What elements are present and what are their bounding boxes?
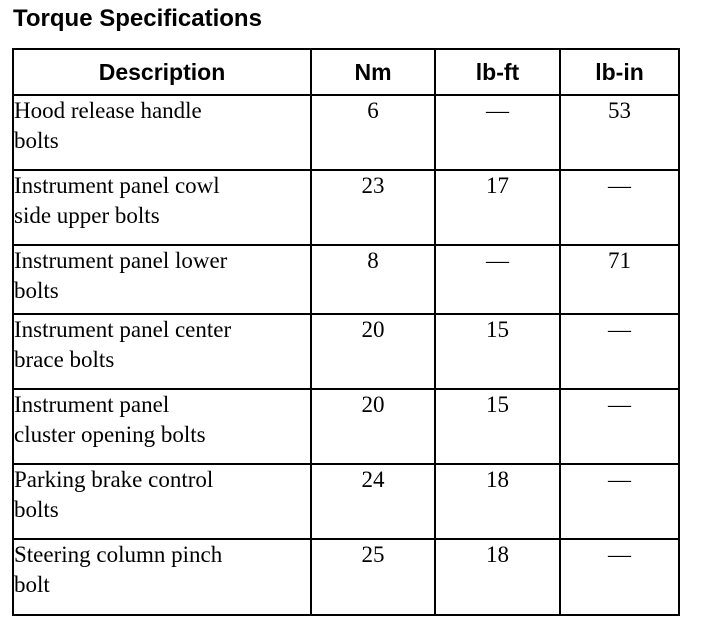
description-cell [13, 389, 311, 464]
column-header-lb-in: lb-in [560, 49, 679, 95]
description-line: Instrument panel [14, 392, 170, 417]
table-row [13, 539, 679, 615]
column-header-description: Description [13, 49, 311, 95]
nm-cell: 20 [311, 389, 435, 464]
description-line: bolt [14, 572, 50, 597]
lb-ft-cell: 15 [435, 389, 560, 464]
description-line: Parking brake control [14, 467, 214, 492]
description-cell [13, 170, 311, 245]
lb-ft-cell: — [435, 95, 560, 170]
description-line: bolts [14, 278, 59, 303]
nm-cell: 6 [311, 95, 435, 170]
description-cell [13, 539, 311, 615]
lb-in-cell: — [560, 314, 679, 389]
description-cell [13, 464, 311, 539]
description-line: Instrument panel center [14, 317, 232, 342]
description-line: Instrument panel cowl [14, 173, 220, 198]
lb-in-cell: — [560, 464, 679, 539]
lb-in-cell: — [560, 170, 679, 245]
lb-in-cell: 71 [560, 245, 679, 314]
table-row [13, 245, 679, 314]
description-line: Hood release handle [14, 98, 202, 123]
description-cell [13, 314, 311, 389]
description-line: bolts [14, 497, 59, 522]
table-row [13, 389, 679, 464]
table-row [13, 464, 679, 539]
description-line: Instrument panel lower [14, 248, 228, 273]
lb-in-cell: — [560, 389, 679, 464]
description-line: bolts [14, 128, 59, 153]
nm-cell: 8 [311, 245, 435, 314]
column-header-lb-ft: lb-ft [435, 49, 560, 95]
nm-cell: 25 [311, 539, 435, 615]
lb-in-cell: — [560, 539, 679, 615]
lb-in-cell: 53 [560, 95, 679, 170]
lb-ft-cell: — [435, 245, 560, 314]
table-row [13, 95, 679, 170]
nm-cell: 24 [311, 464, 435, 539]
table-header-row [13, 49, 679, 95]
description-cell [13, 245, 311, 314]
nm-cell: 20 [311, 314, 435, 389]
nm-cell: 23 [311, 170, 435, 245]
description-line: cluster opening bolts [14, 422, 206, 447]
column-header-nm: Nm [311, 49, 435, 95]
table-row [13, 170, 679, 245]
description-line: Steering column pinch [14, 542, 223, 567]
page-title: Torque Specifications [13, 5, 262, 32]
lb-ft-cell: 17 [435, 170, 560, 245]
torque-specifications-table [12, 48, 680, 616]
description-line: side upper bolts [14, 203, 160, 228]
description-line: brace bolts [14, 347, 115, 372]
lb-ft-cell: 15 [435, 314, 560, 389]
lb-ft-cell: 18 [435, 464, 560, 539]
lb-ft-cell: 18 [435, 539, 560, 615]
description-cell [13, 95, 311, 170]
table-row [13, 314, 679, 389]
